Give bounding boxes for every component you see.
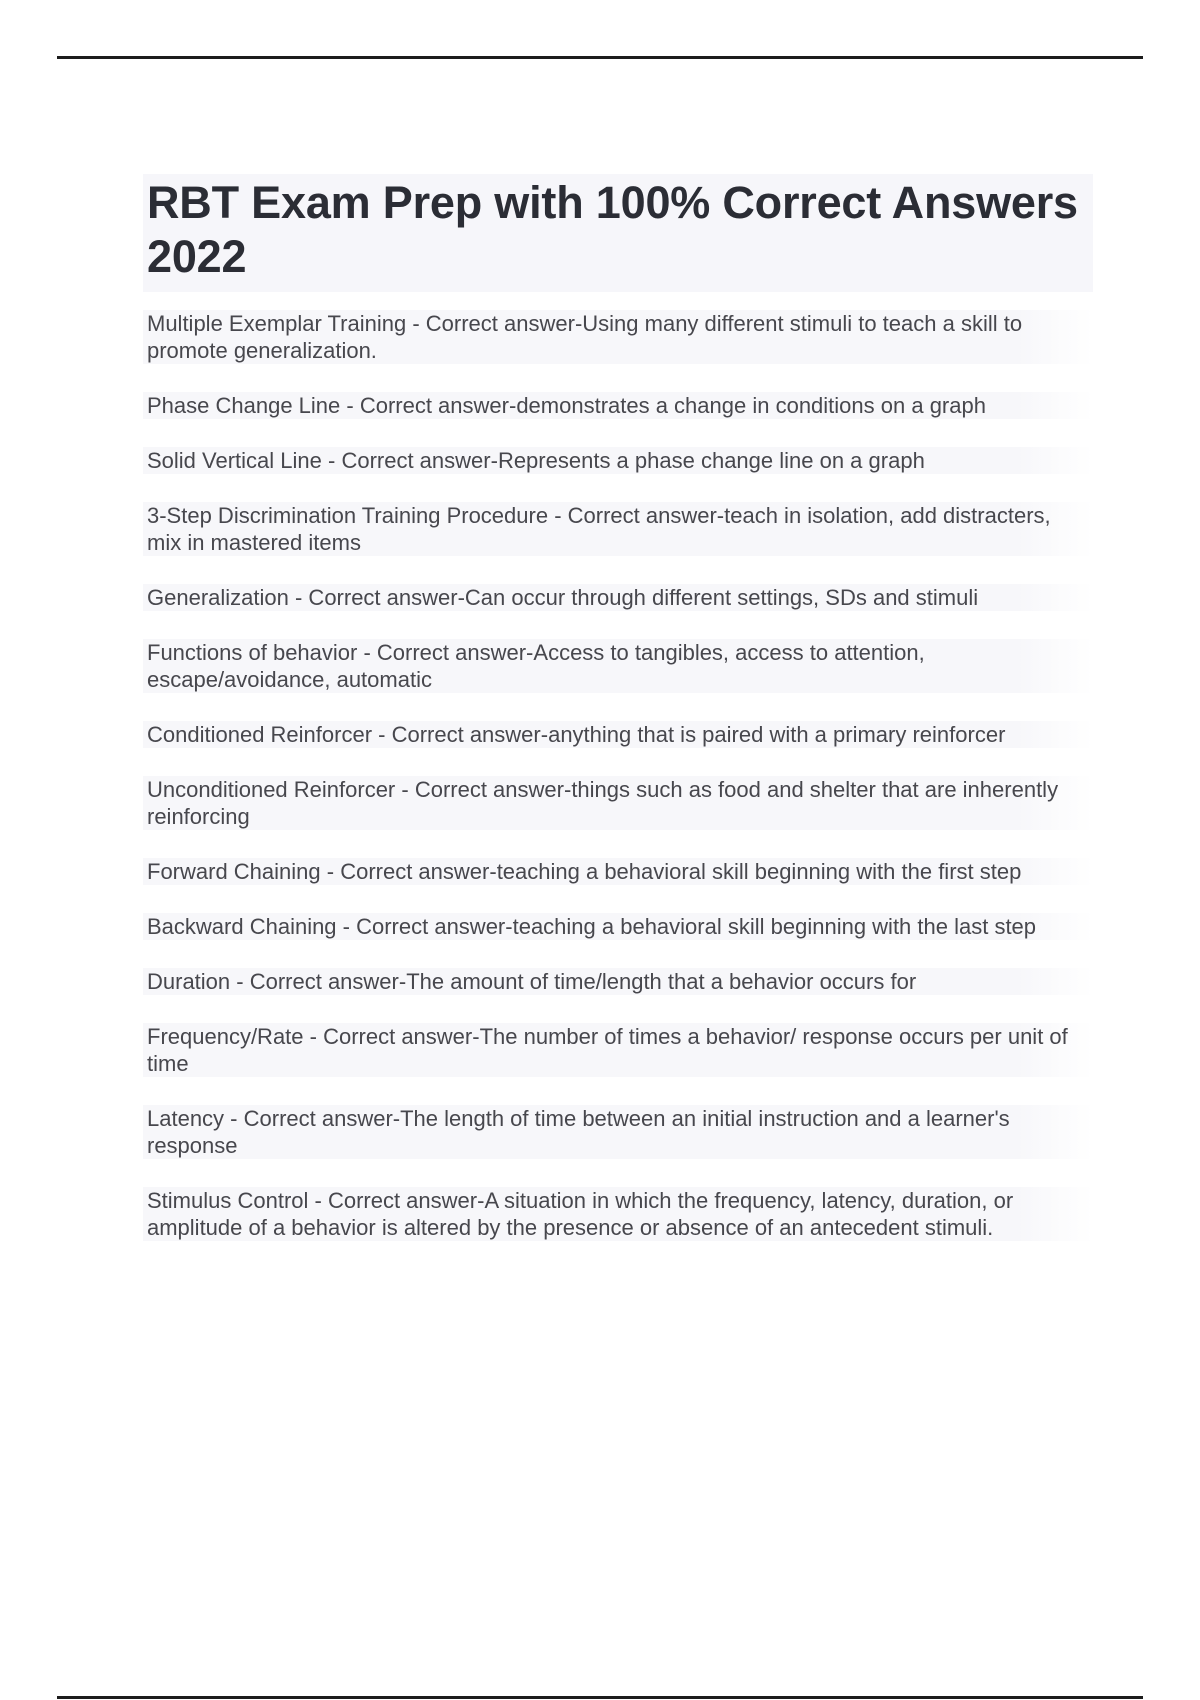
qa-separator: - Correct answer- — [321, 448, 498, 473]
qa-item — [143, 858, 1093, 885]
qa-item — [143, 310, 1093, 364]
qa-item — [143, 639, 1093, 693]
qa-list — [143, 310, 1093, 1241]
qa-answer: things such as food and shelter that are inherently reinforcing — [147, 777, 1059, 829]
qa-separator: - Correct answer- — [336, 914, 513, 939]
qa-answer: Represents a phase change line on a graph — [497, 448, 925, 473]
qa-answer: Access to tangibles, access to attention, escape/avoidance, automatic — [147, 640, 925, 692]
qa-term: Backward Chaining — [147, 914, 337, 939]
qa-separator: - Correct answer- — [406, 311, 583, 336]
qa-answer: demonstrates a change in conditions on a graph — [516, 393, 986, 418]
qa-item — [143, 1105, 1093, 1159]
qa-term: Solid Vertical Line — [147, 448, 322, 473]
qa-term: Unconditioned Reinforcer — [147, 777, 396, 802]
qa-separator: - Correct answer- — [395, 777, 572, 802]
qa-answer: Using many different stimuli to teach a skill to promote generalization. — [147, 311, 1023, 363]
qa-item — [143, 1023, 1093, 1077]
qa-term: Functions of behavior — [147, 640, 358, 665]
qa-item — [143, 502, 1093, 556]
qa-separator: - Correct answer- — [320, 859, 497, 884]
title-block — [143, 174, 1093, 292]
qa-answer: A situation in which the frequency, latency, duration, or amplitude of a behavior is altered by the presence or absence of an antecedent stimuli. — [147, 1188, 1014, 1240]
qa-separator: - Correct answer- — [230, 969, 407, 994]
qa-answer: teaching a behavioral skill beginning with the first step — [496, 859, 1022, 884]
qa-item — [143, 721, 1093, 748]
qa-answer: teaching a behavioral skill beginning with the last step — [512, 914, 1037, 939]
qa-item — [143, 913, 1093, 940]
qa-separator: - Correct answer- — [548, 503, 725, 528]
qa-item — [143, 1187, 1093, 1241]
qa-answer: anything that is paired with a primary reinforcer — [548, 722, 1006, 747]
qa-term: Multiple Exemplar Training — [147, 311, 407, 336]
qa-answer: The number of times a behavior/ response occurs per unit of time — [147, 1024, 1068, 1076]
qa-item — [143, 584, 1093, 611]
qa-separator: - Correct answer- — [357, 640, 534, 665]
page-footer-rule — [57, 1696, 1143, 1699]
qa-separator: - Correct answer- — [224, 1106, 401, 1131]
qa-term: 3-Step Discrimination Training Procedure — [147, 503, 549, 528]
qa-item — [143, 968, 1093, 995]
qa-separator: - Correct answer- — [308, 1188, 485, 1213]
qa-separator: - Correct answer- — [372, 722, 549, 747]
qa-answer: teach in isolation, add distracters, mix in mastered items — [147, 503, 1051, 555]
qa-item — [143, 447, 1093, 474]
qa-separator: - Correct answer- — [303, 1024, 480, 1049]
qa-answer: Can occur through different settings, SDs and stimuli — [464, 585, 979, 610]
qa-term: Phase Change Line — [147, 393, 341, 418]
document-page — [143, 174, 1093, 1269]
qa-term: Frequency/Rate — [147, 1024, 304, 1049]
qa-separator: - Correct answer- — [340, 393, 517, 418]
page-header-rule — [57, 56, 1143, 59]
qa-item — [143, 776, 1093, 830]
qa-term: Generalization — [147, 585, 289, 610]
qa-answer: The length of time between an initial instruction and a learner's response — [147, 1106, 1010, 1158]
qa-term: Conditioned Reinforcer — [147, 722, 373, 747]
qa-term: Duration — [147, 969, 231, 994]
document-title: RBT Exam Prep with 100% Correct Answers 2022 — [147, 177, 1078, 282]
qa-item — [143, 392, 1093, 419]
qa-term: Stimulus Control — [147, 1188, 309, 1213]
qa-term: Forward Chaining — [147, 859, 321, 884]
qa-answer: The amount of time/length that a behavior occurs for — [406, 969, 917, 994]
qa-term: Latency — [147, 1106, 225, 1131]
qa-separator: - Correct answer- — [288, 585, 465, 610]
